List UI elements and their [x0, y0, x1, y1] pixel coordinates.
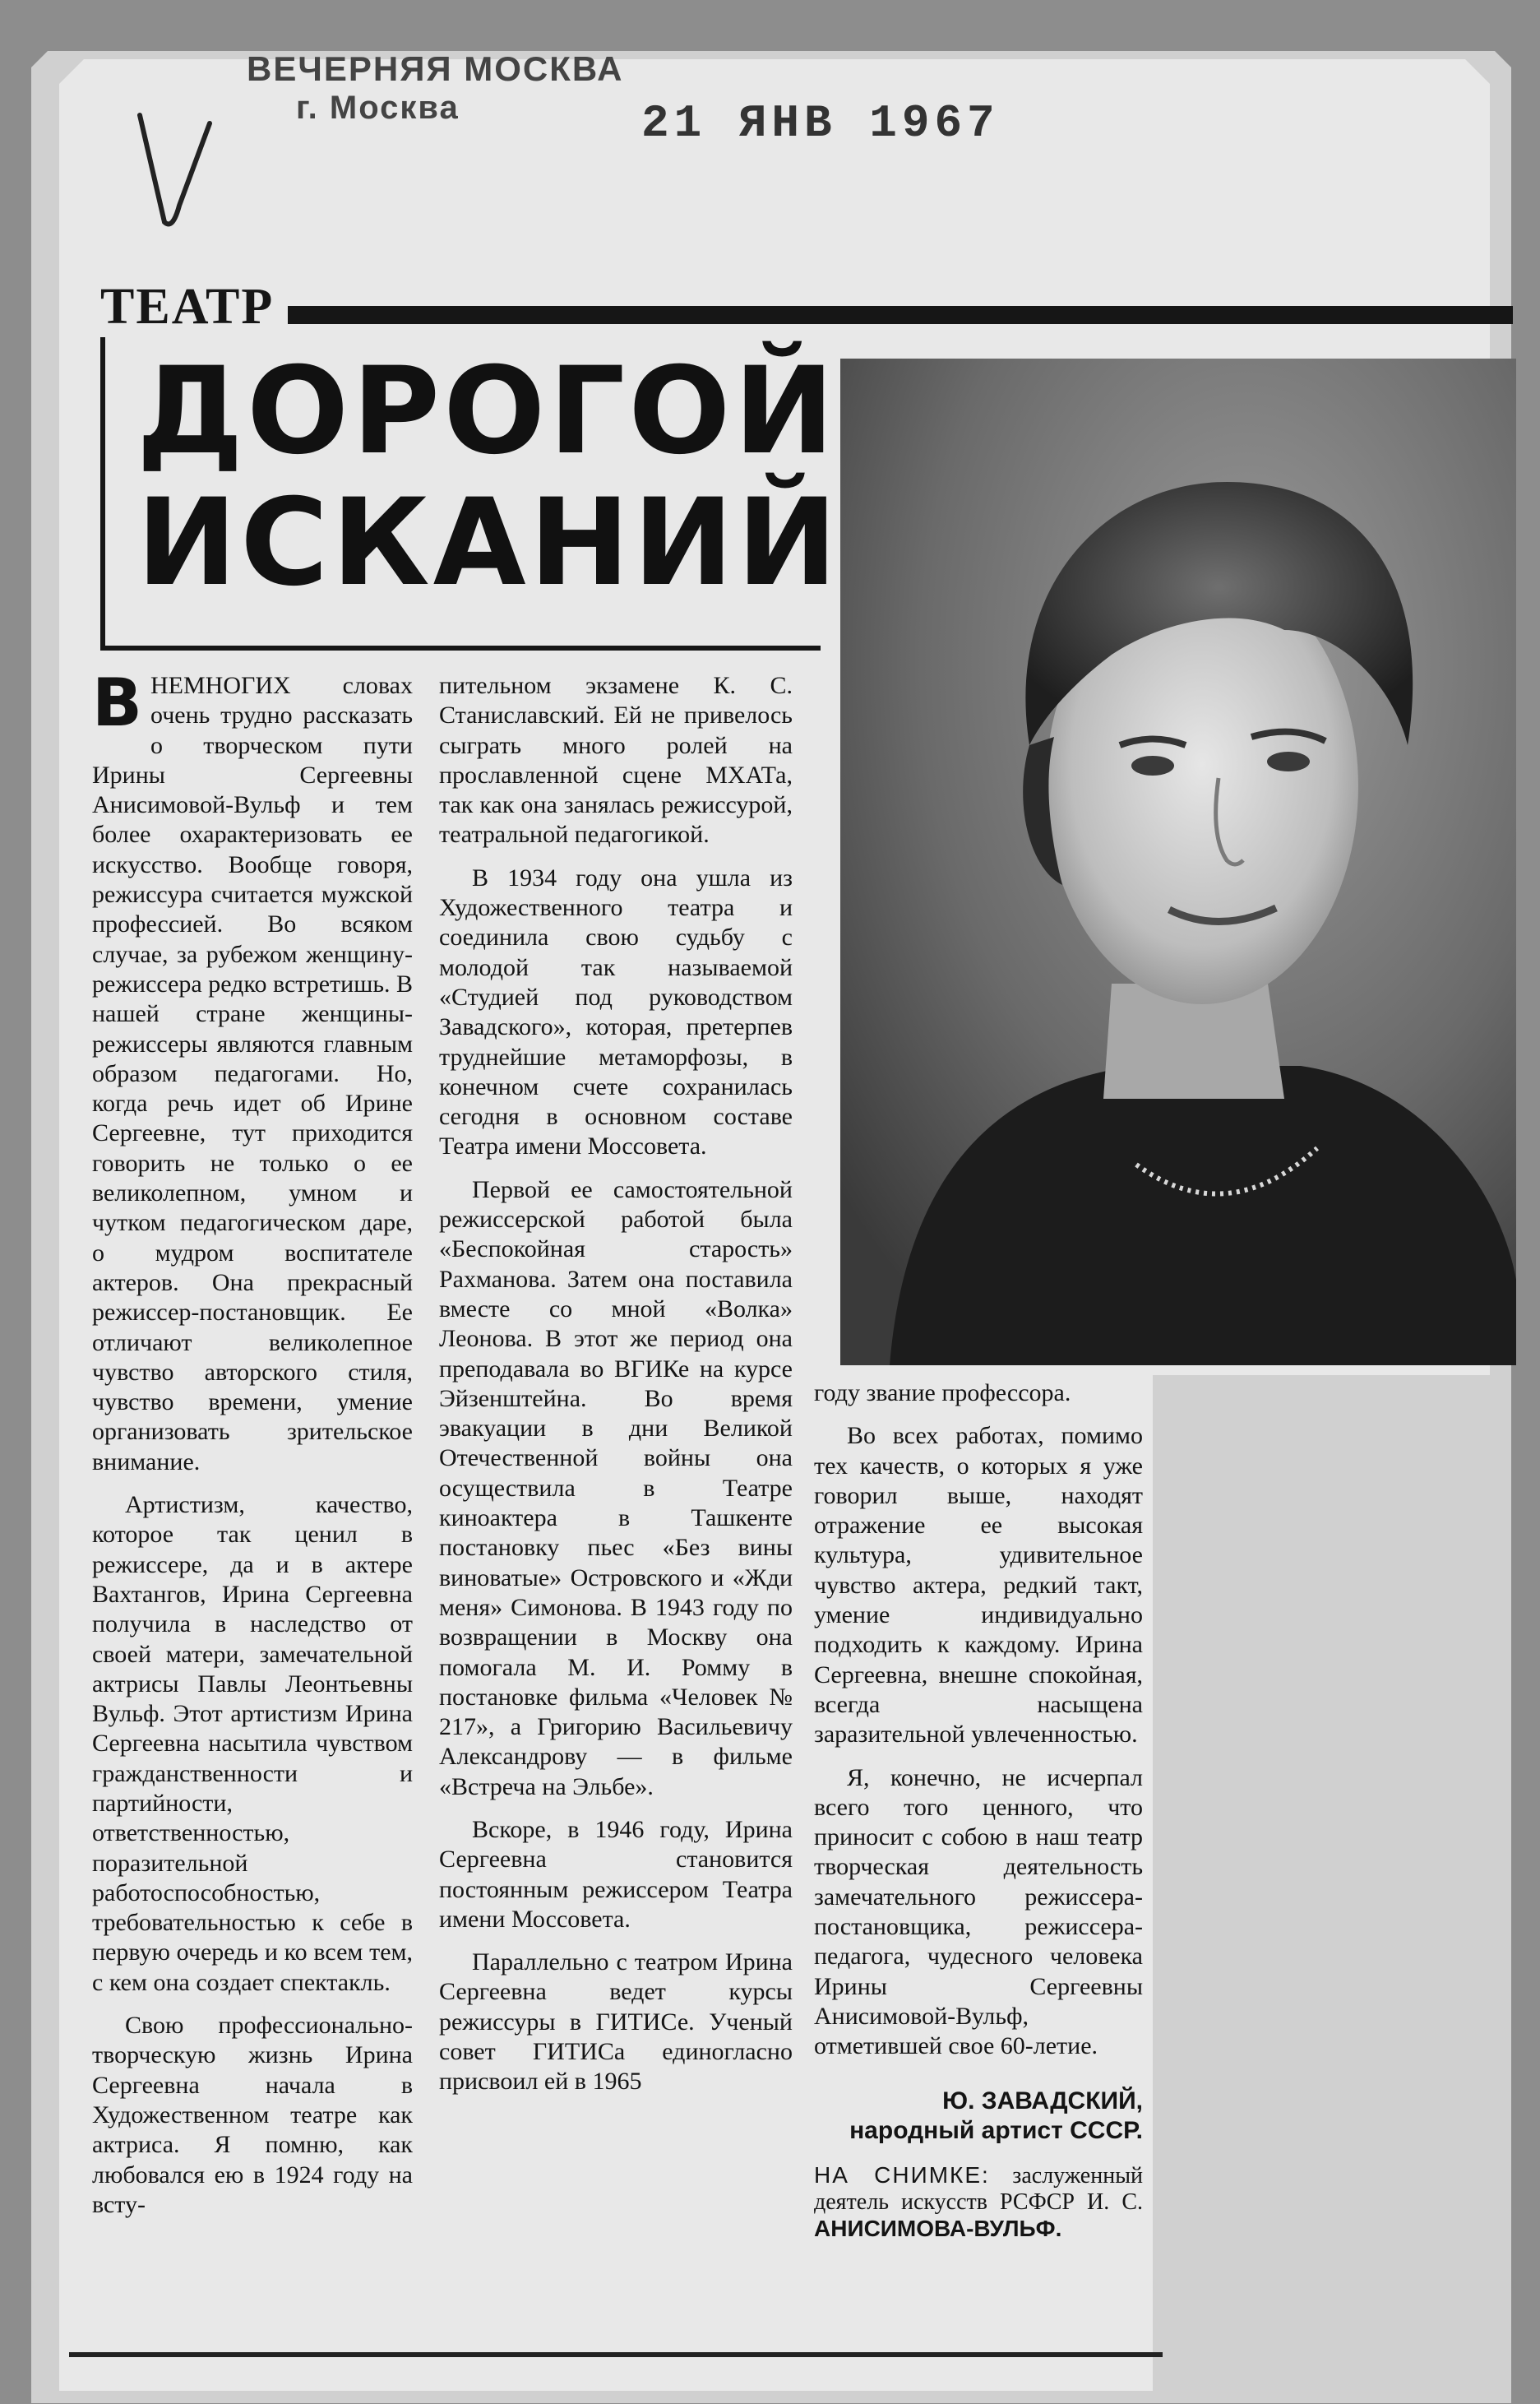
headline-line-1: ДОРОГОЙ: [136, 341, 838, 481]
article-column-2: [439, 671, 793, 2110]
caption-lead: НА СНИМКЕ:: [814, 2161, 990, 2188]
headline-line-2: ИСКАНИЙ: [136, 473, 841, 613]
stamp-city: г. Москва: [296, 90, 460, 127]
headline: [136, 341, 841, 613]
paragraph: Параллельно с театром Ирина Сергеевна ведет курсы режиссуры в ГИТИСе. Ученый совет ГИТИСа единогласно присвоил ей в 1965: [439, 1948, 793, 2096]
header-rule: [288, 306, 1513, 324]
author-title: народный артист СССР.: [849, 2116, 1143, 2144]
paragraph: пительном экзамене К. С. Станиславский. Ей не привелось сыграть много ролей на прославленной сцене МХАТа, так как она занялась режиссурой, театральной педагогикой.: [439, 672, 793, 849]
drop-cap: В: [92, 665, 142, 741]
article-column-1: [92, 665, 414, 2233]
paragraph: Артистизм, качество, которое так ценил в режиссере, да и в актере Вахтангов, Ирина Сергеевна получила в наследство от своей матери, замечательной актрисы Павлы Леонтьевны Вульф. Этот артистизм Ирина Сергеевна насытила чувством гражданственности и партийности, ответственностью, поразительной работоспособностью, требовательностью к себе в первую очередь и ко всем тем, с кем она создает спектакль.: [92, 1491, 413, 1996]
paragraph: ВНЕМНОГИХ словах очень трудно рассказать о творческом пути Ирины Сергеевны Анисимовой-Вульф и тем более охарактеризовать ее искусство. Вообще говоря, режиссура считается мужской профессией. Во всяком случае, за рубежом женщину-режиссера редко встретишь. В нашей стране женщины-режиссеры являются главным образом педагогами. Но, когда речь идет об Ирине Сергеевне, тут приходится говорить не только о ее великолепном, умном и чутком педагогическом даре, о мудром воспитателе актеров. Она прекрасный режиссер-постановщик. Ее отличают великолепное чувство авторского стиля, чувство времени, умение организовать зрительское внимание.: [92, 665, 414, 1475]
archive-stamp: [247, 49, 623, 127]
paragraph: Первой ее самостоятельной режиссерской работой была «Беспокойная старость» Рахманова. Затем она поставила вместе со мной «Волка» Леонова. В этот же период она преподавала во ВГИКе на курсе Эйзенштейна. Во время эвакуации в дни Великой Отечественной войны она осуществила в Театре киноактера в Ташкенте постановку пьес «Без вины виноватые» Островского и «Жди меня» Симонова. В 1943 году по возвращении в Москву она помогала М. И. Ромму в постановке фильма «Человек № 217», а Григорию Васильевичу Александрову — в фильме «Встреча на Эльбе».: [439, 1175, 793, 1800]
paragraph: Я, конечно, не исчерпал всего того ценного, что приносит с собою в наш театр творческая деятельность замечательного режиссера-постановщика, режиссера-педагога, чудесного человека Ирины Сергеевны Анисимовой-Вульф, отметившей свое 60-летие.: [814, 1763, 1143, 2060]
check-mark-icon: [132, 107, 222, 239]
author-name: Ю. ЗАВАДСКИЙ,: [942, 2087, 1143, 2115]
section-label: ТЕАТР: [100, 279, 275, 335]
caption-name: АНИСИМОВА-ВУЛЬФ.: [814, 2215, 1062, 2241]
paragraph: Во всех работах, помимо тех качеств, о которых я уже говорил выше, находят отражение ее высокая культура, удивительное чувство актера, редкий такт, умение индивидуально подходить к каждому. Ирина Сергеевна, внешне спокойная, всегда насыщена заразительной увлеченностью.: [814, 1422, 1143, 1749]
footer-rule: [69, 2352, 1163, 2357]
stamp-publication: ВЕЧЕРНЯЯ МОСКВА: [247, 49, 624, 88]
photo-caption: [814, 2162, 1143, 2243]
stamp-date: 21 ЯНВ 1967: [641, 97, 1000, 150]
caption-text: заслуженный деятель искусств РСФСР И. С.: [814, 2162, 1143, 2215]
paragraph: Вскоре, в 1946 году, Ирина Сергеевна становится постоянным режиссером Театра имени Моссовета.: [439, 1815, 793, 1933]
article-column-3: [814, 1378, 1143, 2243]
paragraph: Свою профессионально-творческую жизнь Ирина Сергеевна начала в Художественном театре как актриса. Я помню, как любовался ею в 1924 году на всту-: [92, 2012, 413, 2218]
paragraph: В 1934 году она ушла из Художественного театра и соединила свою судьбу с молодой так называемой «Студией под руководством Завадского», которая, претерпев труднейшие метаморфозы, в конечном счете сохранилась сегодня в основном составе Театра имени Моссовета.: [439, 864, 793, 1160]
paragraph: году звание профессора.: [814, 1379, 1071, 1406]
portrait-image: [840, 359, 1516, 1365]
portrait-photo: [840, 359, 1516, 1365]
author-signature: [814, 2087, 1143, 2146]
